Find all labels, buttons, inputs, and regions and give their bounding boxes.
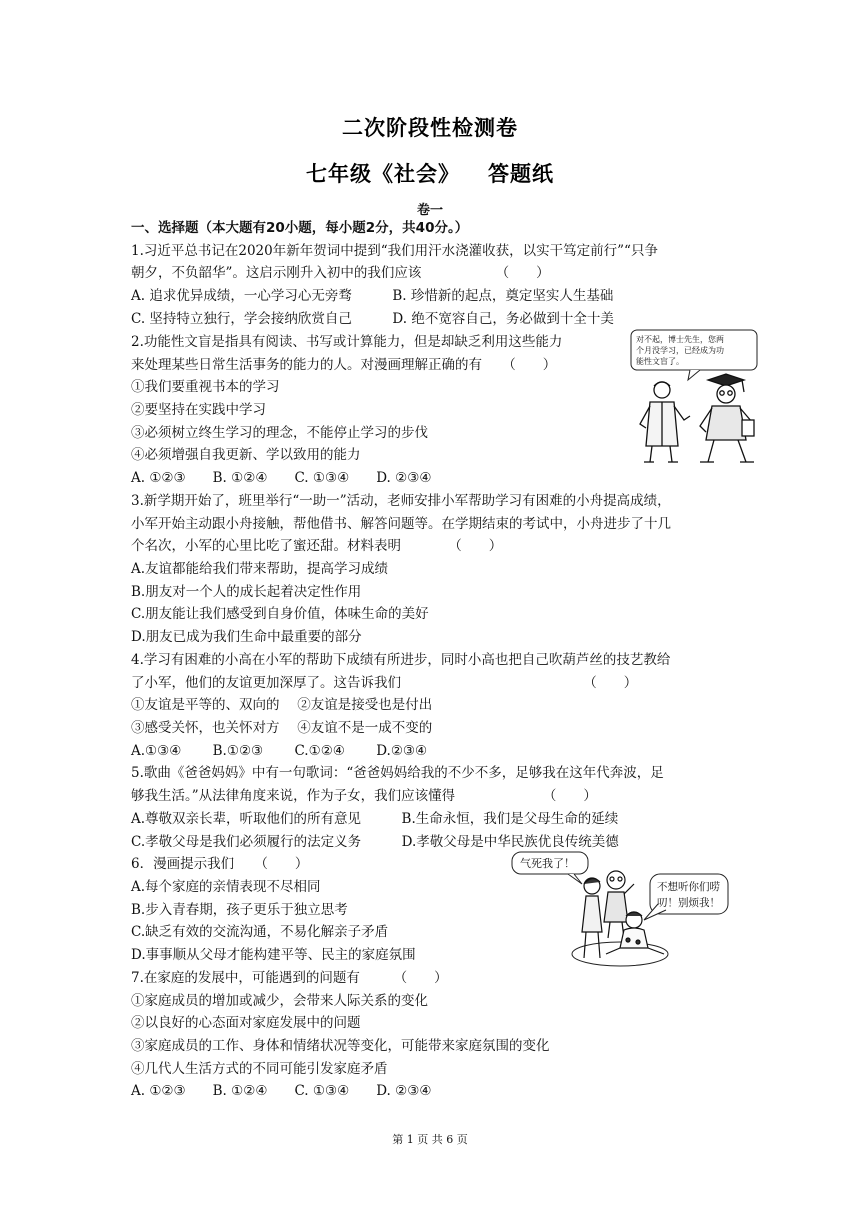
option-line: C.缺乏有效的交流沟通，不易化解亲子矛盾	[131, 924, 389, 940]
page-title: 二次阶段性检测卷	[342, 116, 518, 140]
statement-line: ②要坚持在实践中学习	[131, 402, 266, 418]
option-line: D.事事顺从父母才能构建平等、民主的家庭氛围	[131, 947, 416, 963]
question-line: 1.习近平总书记在2020年新年贺词中提到“我们用汗水浇灌收获，以实干笃定前行”“只争	[131, 243, 658, 259]
statement-line: ③家庭成员的工作、身体和情绪状况等变化，可能带来家庭氛围的变化	[131, 1038, 550, 1054]
cartoon1-bubble-text: 能性文盲了。	[636, 357, 684, 366]
cartoon1-bubble-text: 对不起，博士先生，您两	[636, 335, 724, 344]
volume-label: 卷一	[416, 203, 443, 218]
page-footer: 第 1 页 共 6 页	[392, 1133, 468, 1146]
option-line: A. 追求优异成绩，一心学习心无旁骛 B. 珍惜新的起点，奠定坚实人生基础	[131, 288, 614, 304]
question-line: 7.在家庭的发展中，可能遇到的问题有 （ ）	[131, 970, 448, 986]
question-line: 3.新学期开始了，班里举行“一助一”活动，老师安排小军帮助学习有困难的小舟提高成绩，	[131, 493, 671, 509]
question-line: 朝夕，不负韶华”。这启示刚升入初中的我们应该 （ ）	[131, 265, 550, 281]
statement-line: ②以良好的心态面对家庭发展中的问题	[131, 1015, 361, 1031]
question-line: 来处理某些日常生活事务的能力的人。对漫画理解正确的有 （ ）	[131, 357, 557, 373]
question-line: 4.学习有困难的小高在小军的帮助下成绩有所进步，同时小高也把自己吹葫芦丝的技艺教给	[131, 652, 671, 668]
cartoon2-left-bubble-text: 气死我了！	[520, 857, 575, 870]
question-line: 了小军，他们的友谊更加深厚了。这告诉我们 （ ）	[131, 675, 638, 691]
cartoon-family-conflict-drawing	[508, 850, 730, 976]
option-line: A.①③④ B.①②③ C.①②④ D.②③④	[131, 743, 428, 759]
question-line: 个名次，小军的心里比吃了蜜还甜。材料表明 （ ）	[131, 538, 503, 554]
statement-line: ③感受关怀，也关怀对方 ④友谊不是一成不变的	[131, 720, 433, 736]
statement-line: ④必须增强自我更新、学以致用的能力	[131, 447, 361, 463]
option-line: A.友谊都能给我们带来帮助，提高学习成绩	[131, 561, 389, 577]
option-line: A. ①②③ B. ①②④ C. ①③④ D. ②③④	[131, 1083, 432, 1099]
option-line: A. ①②③ B. ①②④ C. ①③④ D. ②③④	[131, 470, 432, 486]
option-line: B.朋友对一个人的成长起着决定性作用	[131, 584, 362, 600]
statement-line: ①家庭成员的增加或减少，会带来人际关系的变化	[131, 993, 428, 1009]
option-line: C. 坚持特立独行，学会接纳欣赏自己 D. 绝不宽容自己，务必做到十全十美	[131, 311, 614, 327]
course-name: 七年级《社会》	[306, 162, 460, 186]
cartoon2-right-bubble-text: 叨！别烦我！	[657, 897, 720, 909]
option-line: D.朋友已成为我们生命中最重要的部分	[131, 629, 362, 645]
section-heading: 一、选择题（本大题有20小题，每小题2分，共40分。）	[131, 220, 469, 236]
statement-line: ①友谊是平等的、双向的 ②友谊是接受也是付出	[131, 697, 433, 713]
cartoon1-bubble-text: 个月没学习，已经成为功	[636, 346, 724, 355]
cartoon-functional-illiteracy	[630, 328, 760, 466]
statement-line: ④几代人生活方式的不同可能引发家庭矛盾	[131, 1061, 388, 1077]
question-line: 2.功能性文盲是指具有阅读、书写或计算能力，但是却缺乏利用这些能力	[131, 334, 563, 350]
cartoon-family-conflict	[508, 850, 730, 976]
statement-line: ③必须树立终生学习的理念，不能停止学习的步伐	[131, 425, 428, 441]
cartoon2-right-bubble-text: 不想听你们唠	[657, 881, 720, 893]
option-line: B.步入青春期，孩子更乐于独立思考	[131, 902, 348, 918]
option-line: C.孝敬父母是我们必须履行的法定义务 D.孝敬父母是中华民族优良传统美德	[131, 834, 619, 850]
question-line: 够我生活。”从法律角度来说，作为子女，我们应该懂得 （ ）	[131, 788, 597, 804]
question-line: 5.歌曲《爸爸妈妈》中有一句歌词：“爸爸妈妈给我的不少不多，足够我在这年代奔波，足	[131, 765, 664, 781]
option-line: C.朋友能让我们感受到自身价值，体味生命的美好	[131, 606, 429, 622]
question-line: 小军开始主动跟小舟接触，帮他借书、解答问题等。在学期结束的考试中，小舟进步了十几	[131, 516, 671, 532]
page-subtitle	[0, 158, 860, 188]
statement-line: ①我们要重视书本的学习	[131, 379, 280, 395]
option-line: A.每个家庭的亲情表现不尽相同	[131, 879, 321, 895]
question-line: 6．漫画提示我们 （ ）	[131, 856, 309, 872]
sheet-label: 答题纸	[488, 162, 554, 186]
cartoon-functional-illiteracy-drawing	[630, 328, 760, 466]
option-line: A.尊敬双亲长辈，听取他们的所有意见 B.生命永恒，我们是父母生命的延续	[131, 811, 619, 827]
